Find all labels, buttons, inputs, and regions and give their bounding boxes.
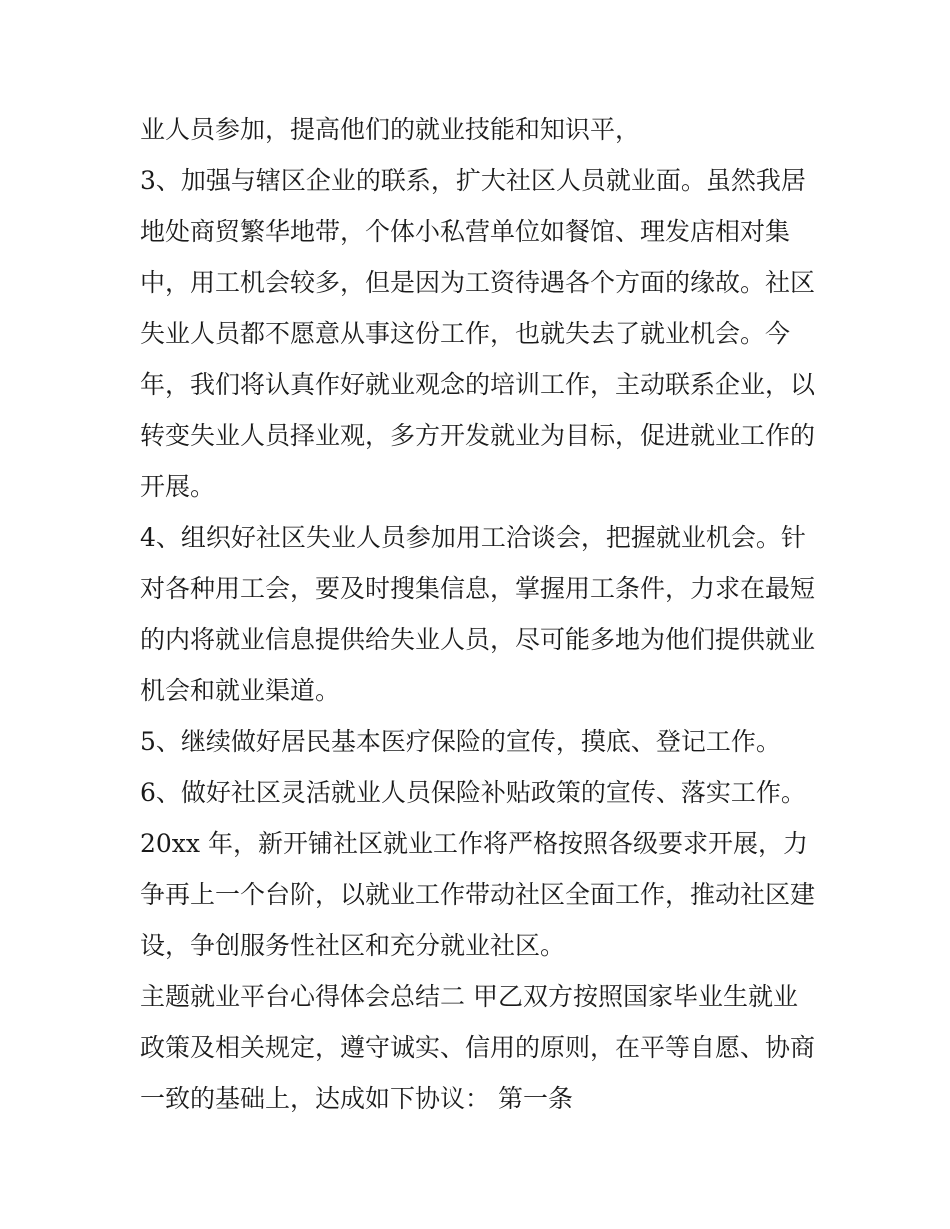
text-line: 主题就业平台心得体会总结二 甲乙双方按照国家毕业生就业 (140, 982, 798, 1011)
text-line: 开展。 (140, 472, 216, 501)
text-line: 设，争创服务性社区和充分就业社区。 (140, 931, 566, 960)
text-line: 3、加强与辖区企业的联系，扩大社区人员就业面。虽然我居 (140, 166, 806, 195)
text-line: 失业人员都不愿意从事这份工作，也就失去了就业机会。今 (140, 319, 791, 348)
text-line: 对各种用工会，要及时搜集信息，掌握用工条件，力求在最短 (140, 574, 816, 603)
text-line: 20xx 年，新开铺社区就业工作将严格按照各级要求开展，力 (140, 829, 808, 858)
text-line: 争再上一个台阶，以就业工作带动社区全面工作，推动社区建 (140, 880, 816, 909)
text-line: 机会和就业渠道。 (140, 676, 341, 705)
text-line: 转变失业人员择业观，多方开发就业为目标，促进就业工作的 (140, 421, 816, 450)
text-line: 一致的基础上，达成如下协议： 第一条 (140, 1084, 573, 1113)
text-line: 地处商贸繁华地带，个体小私营单位如餐馆、理发店相对集 (140, 217, 791, 246)
document-body (140, 104, 820, 1124)
text-line: 业人员参加，提高他们的就业技能和知识平， (140, 115, 641, 144)
text-line: 年，我们将认真作好就业观念的培训工作，主动联系企业，以 (140, 370, 816, 399)
text-line: 6、做好社区灵活就业人员保险补贴政策的宣传、落实工作。 (140, 778, 806, 807)
text-line: 政策及相关规定，遵守诚实、信用的原则，在平等自愿、协商 (140, 1033, 816, 1062)
text-line: 的内将就业信息提供给失业人员，尽可能多地为他们提供就业 (140, 625, 816, 654)
text-line: 4、组织好社区失业人员参加用工洽谈会，把握就业机会。针 (140, 523, 806, 552)
text-line: 中，用工机会较多，但是因为工资待遇各个方面的缘故。社区 (140, 268, 816, 297)
text-line: 5、继续做好居民基本医疗保险的宣传，摸底、登记工作。 (140, 727, 781, 756)
